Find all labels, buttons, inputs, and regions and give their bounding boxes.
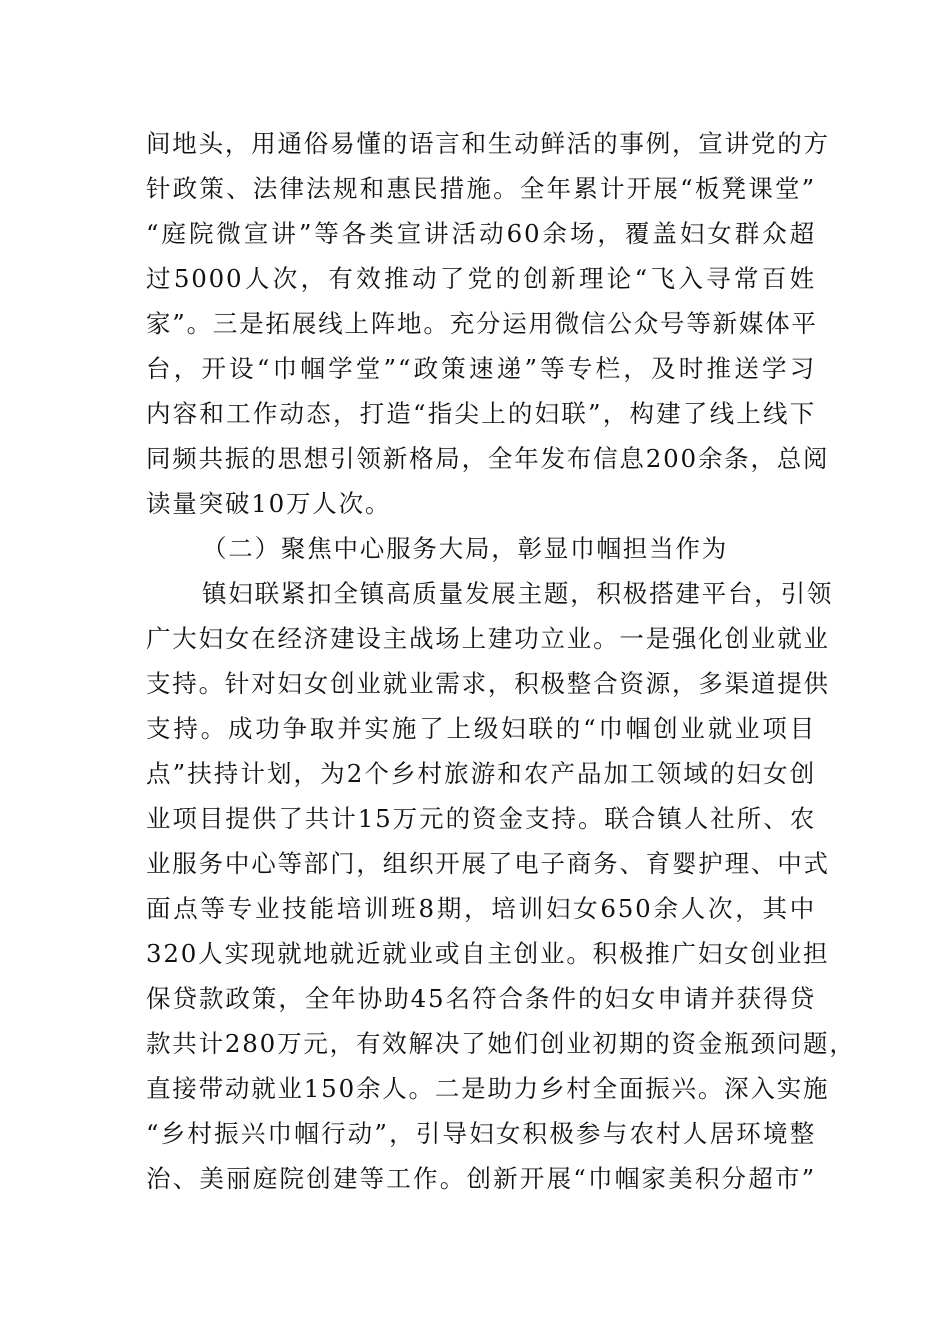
text-line: 款共计280万元，有效解决了她们创业初期的资金瓶颈问题， [146, 1029, 856, 1058]
text-line: “乡村振兴巾帼行动”，引导妇女积极参与农村人居环境整 [146, 1119, 816, 1148]
text-line: 点”扶持计划，为2个乡村旅游和农产品加工领域的妇女创 [146, 759, 816, 788]
text-line: 台，开设“巾帼学堂”“政策速递”等专栏，及时推送学习 [146, 354, 816, 383]
text-line: 读量突破10万人次。 [146, 489, 392, 518]
section-heading: （二）聚焦中心服务大局，彰显巾帼担当作为 [202, 534, 728, 563]
text-line: 镇妇联紧扣全镇高质量发展主题，积极搭建平台，引领 [202, 579, 834, 608]
text-line: “庭院微宣讲”等各类宣讲活动60余场，覆盖妇女群众超 [146, 219, 816, 248]
text-line: 320人实现就地就近就业或自主创业。积极推广妇女创业担 [146, 939, 830, 968]
text-line: 业项目提供了共计15万元的资金支持。联合镇人社所、农 [146, 804, 816, 833]
text-line: 广大妇女在经济建设主战场上建功立业。一是强化创业就业 [146, 624, 830, 653]
text-line: 面点等专业技能培训班8期，培训妇女650余人次，其中 [146, 894, 816, 923]
document-body [146, 121, 856, 1201]
text-line: 治、美丽庭院创建等工作。创新开展“巾帼家美积分超市” [146, 1164, 816, 1193]
text-line: 内容和工作动态，打造“指尖上的妇联”，构建了线上线下 [146, 399, 816, 428]
text-line: 针政策、法律法规和惠民措施。全年累计开展“板凳课堂” [146, 174, 816, 203]
paragraph [146, 571, 856, 1201]
text-line: 支持。针对妇女创业就业需求，积极整合资源，多渠道提供 [146, 669, 830, 698]
text-line: 过5000人次，有效推动了党的创新理论“飞入寻常百姓 [146, 264, 816, 293]
text-line: 保贷款政策，全年协助45名符合条件的妇女申请并获得贷 [146, 984, 816, 1013]
text-line: 家”。三是拓展线上阵地。充分运用微信公众号等新媒体平 [146, 309, 818, 338]
text-line: 业服务中心等部门，组织开展了电子商务、育婴护理、中式 [146, 849, 830, 878]
text-line: 间地头，用通俗易懂的语言和生动鲜活的事例，宣讲党的方 [146, 129, 830, 158]
text-line: 支持。成功争取并实施了上级妇联的“巾帼创业就业项目 [146, 714, 816, 743]
paragraph-continued [146, 121, 830, 526]
text-line: 直接带动就业150余人。二是助力乡村全面振兴。深入实施 [146, 1074, 830, 1103]
text-line: 同频共振的思想引领新格局，全年发布信息200余条，总阅 [146, 444, 830, 473]
